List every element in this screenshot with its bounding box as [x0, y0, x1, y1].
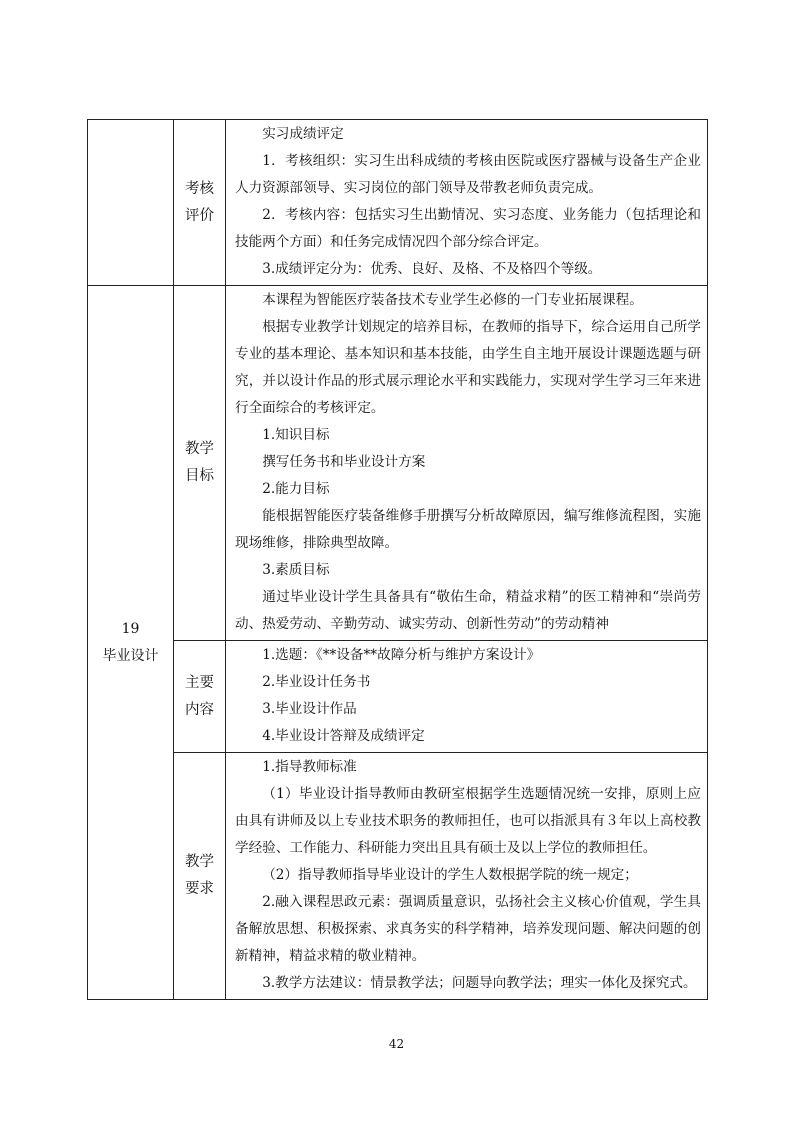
objectives-paragraph: 能根据智能医疗装备维修手册撰写分析故障原因，编写维修流程图，实施现场维修，排除典型故障。	[235, 508, 701, 551]
empty-course-cell	[88, 120, 174, 286]
requirements-paragraph: 2.融入课程思政元素：强调质量意识，弘扬社会主义核心价值观，学生具备解放思想、积极探索、求真务实的科学精神，培养发现问题、解决问题的创新精神，精益求精的敬业精神。	[235, 894, 701, 964]
main-content-label	[174, 641, 226, 753]
assessment-label-line2: 评价	[185, 207, 214, 224]
objectives-paragraph: 2.能力目标	[262, 481, 330, 497]
main-content-label-line2: 内容	[185, 701, 214, 718]
assessment-row	[88, 120, 708, 286]
main-content-label-line1: 主要	[185, 674, 214, 691]
requirements-paragraph: 1.指导教师标准	[262, 759, 357, 775]
main-content-item: 1.选题：《**设备**故障分析与维护方案设计》	[262, 647, 541, 663]
assessment-paragraph: 2．考核内容：包括实习生出勤情况、实习态度、业务能力（包括理论和技能两个方面）和任务完成情况四个部分综合评定。	[235, 207, 701, 250]
objectives-paragraph: 撰写任务书和毕业设计方案	[262, 454, 426, 470]
objectives-paragraph: 根据专业教学计划规定的培养目标，在教师的指导下，综合运用自己所学专业的基本理论、基本知识和基本技能，由学生自主地开展设计课题选题与研究，并以设计作品的形式展示理论水平和实践能力，实现对学生学习三年来进行全面综合的考核评定。	[235, 319, 701, 416]
page-number: 42	[388, 1037, 405, 1051]
main-content-row	[88, 641, 708, 753]
assessment-content	[226, 120, 708, 286]
course-cell	[88, 286, 174, 1000]
assessment-paragraph: 1．考核组织：实习生出科成绩的考核由医院或医疗器械与设备生产企业人力资源部领导、实习岗位的部门领导及带教老师负责完成。	[235, 153, 701, 196]
course-table	[87, 119, 708, 1000]
objectives-content	[226, 286, 708, 641]
objectives-label	[174, 286, 226, 641]
assessment-label	[174, 120, 226, 286]
objectives-label-line2: 目标	[185, 468, 214, 484]
requirements-row	[88, 753, 708, 1000]
requirements-paragraph: （2）指导教师指导毕业设计的学生人数根据学院的统一规定；	[262, 867, 638, 883]
main-content-item: 4.毕业设计答辩及成绩评定	[262, 728, 425, 744]
assessment-paragraph: 实习成绩评定	[262, 126, 344, 142]
assessment-paragraph: 3.成绩评定分为：优秀、良好、及格、不及格四个等级。	[262, 261, 602, 277]
objectives-paragraph: 3.素质目标	[262, 562, 330, 578]
requirements-content	[226, 753, 708, 1000]
course-name: 毕业设计	[102, 647, 159, 664]
requirements-label-line2: 要求	[185, 881, 214, 897]
main-content-item: 3.毕业设计作品	[262, 701, 357, 717]
main-content-item: 2.毕业设计任务书	[262, 674, 371, 690]
objectives-row	[88, 286, 708, 641]
objectives-paragraph: 通过毕业设计学生具备具有“敬佑生命，精益求精”的医工精神和“崇尚劳动、热爱劳动、辛勤劳动、诚实劳动、创新性劳动”的劳动精神	[235, 589, 701, 632]
objectives-label-line1: 教学	[185, 441, 214, 457]
requirements-paragraph: （1）毕业设计指导教师由教研室根据学生选题情况统一安排，原则上应由具有讲师及以上专业技术职务的教师担任，也可以指派具有３年以上高校教学经验、工作能力、科研能力突出且具有硕士及以上学位的教师担任。	[235, 786, 701, 856]
objectives-paragraph: 1.知识目标	[262, 427, 330, 443]
course-number: 19	[121, 620, 140, 637]
objectives-paragraph: 本课程为智能医疗装备技术专业学生必修的一门专业拓展课程。	[262, 292, 643, 308]
main-content-content	[226, 641, 708, 753]
requirements-paragraph: 3.教学方法建议：情景教学法；问题导向教学法；理实一体化及探究式。	[262, 975, 697, 991]
assessment-label-line1: 考核	[185, 180, 214, 197]
requirements-label	[174, 753, 226, 1000]
requirements-label-line1: 教学	[185, 854, 214, 870]
